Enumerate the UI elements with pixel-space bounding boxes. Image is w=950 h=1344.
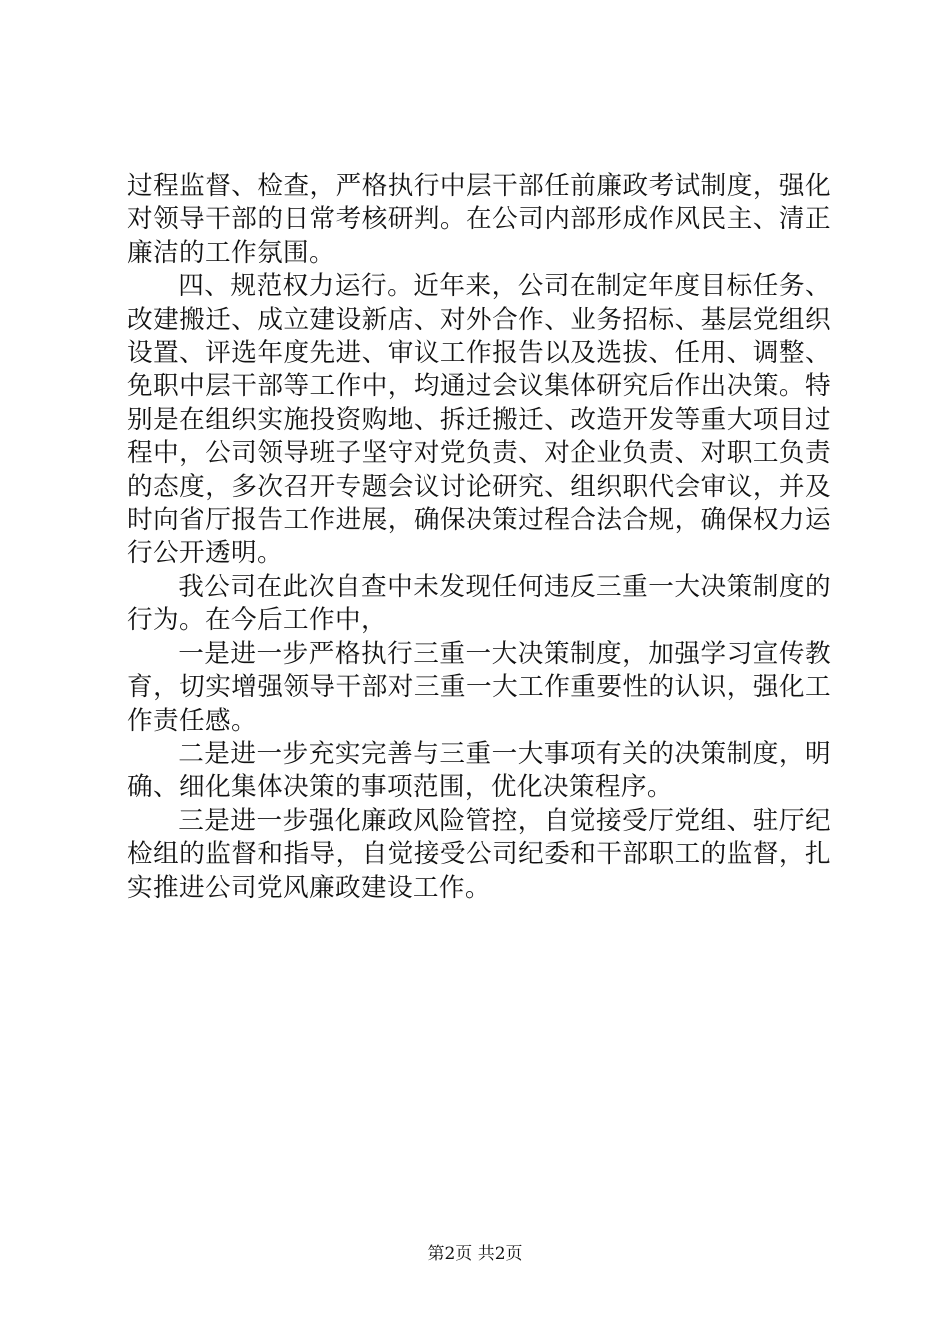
paragraph-continuation: 过程监督、检查，严格执行中层干部任前廉政考试制度，强化对领导干部的日常考核研判。在公司内部形成作风民主、清正廉洁的工作氛围。: [127, 171, 831, 268]
paragraph-measure-three: 三是进一步强化廉政风险管控，自觉接受厅党组、驻厅纪检组的监督和指导，自觉接受公司纪委和干部职工的监督，扎实推进公司党风廉政建设工作。: [127, 805, 831, 903]
paragraph-self-inspection: 我公司在此次自查中未发现任何违反三重一大决策制度的行为。在今后工作中，: [127, 571, 831, 636]
paragraph-measure-one: 一是进一步严格执行三重一大决策制度，加强学习宣传教育，切实增强领导干部对三重一大工作重要性的认识，强化工作责任感。: [127, 638, 831, 736]
page-number-footer: 第2页 共2页: [427, 1244, 523, 1264]
paragraph-measure-two: 二是进一步充实完善与三重一大事项有关的决策制度，明确、细化集体决策的事项范围，优化决策程序。: [127, 738, 831, 803]
document-body: [127, 170, 831, 905]
paragraph-power-regulation: 四、规范权力运行。近年来，公司在制定年度目标任务、改建搬迁、成立建设新店、对外合作、业务招标、基层党组织设置、评选年度先进、审议工作报告以及选拔、任用、调整、免职中层干部等工作中，均通过会议集体研究后作出决策。特别是在组织实施投资购地、拆迁搬迁、改造开发等重大项目过程中，公司领导班子坚守对党负责、对企业负责、对职工负责的态度，多次召开专题会议讨论研究、组织职代会审议，并及时向省厅报告工作进展，确保决策过程合法合规，确保权力运行公开透明。: [127, 271, 831, 569]
